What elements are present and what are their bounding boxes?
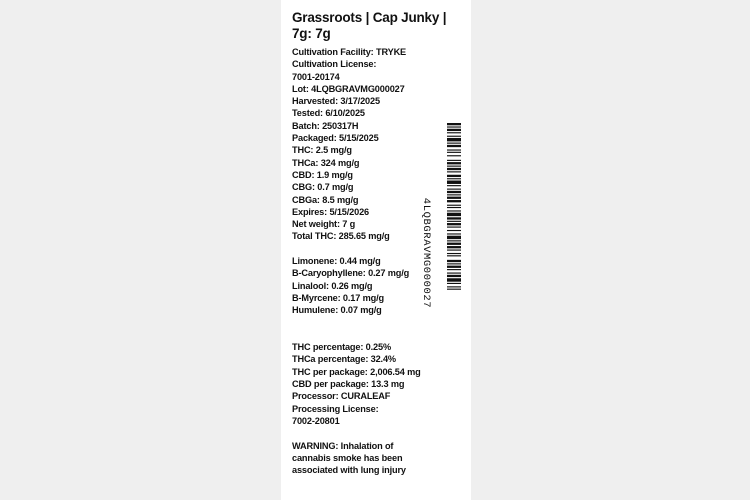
barcode-bar — [447, 126, 461, 127]
barcode-bar — [447, 197, 461, 199]
barcode-bar — [447, 149, 461, 150]
barcode-bar — [447, 260, 461, 262]
barcode-bar — [447, 266, 461, 268]
barcode-bar — [447, 240, 461, 241]
terpene-limonene: Limonene: 0.44 mg/g — [292, 256, 381, 267]
barcode-bar — [447, 236, 461, 239]
lot-number: Lot: 4LQBGRAVMG000027 — [292, 83, 405, 94]
barcode-bar — [447, 223, 461, 225]
barcode-bar — [447, 205, 461, 206]
barcode-bar — [447, 286, 461, 287]
barcode-bar — [447, 129, 461, 131]
barcode-bar — [447, 289, 461, 290]
cbd-value: CBD: 1.9 mg/g — [292, 169, 353, 180]
barcode-bar — [447, 175, 461, 177]
thca-percentage: THCa percentage: 32.4% — [292, 354, 396, 365]
packaged-date: Packaged: 5/15/2025 — [292, 133, 379, 144]
barcode-bar — [447, 145, 461, 147]
batch-number: Batch: 250317H — [292, 120, 359, 131]
barcode-bar — [447, 136, 461, 137]
barcode-bar — [447, 194, 461, 195]
barcode-bar — [447, 200, 461, 202]
barcode-bar — [447, 181, 461, 184]
barcode-bar — [447, 233, 461, 234]
barcode-number-text: 4LQBGRAVMG000027 — [420, 197, 432, 309]
terpene-myrcene: B-Myrcene: 0.17 mg/g — [292, 292, 384, 303]
cbg-value: CBG: 0.7 mg/g — [292, 182, 354, 193]
spacer — [292, 427, 442, 439]
cultivation-license-number: 7001-20174 — [292, 71, 340, 82]
cultivation-facility: Cultivation Facility: TRYKE — [292, 47, 407, 57]
processing-license-label: Processing License: — [292, 403, 379, 414]
barcode-bar — [447, 255, 461, 256]
barcode-bar — [447, 283, 461, 284]
barcode-bar — [447, 123, 461, 125]
cbd-per-package: CBD per package: 13.3 mg — [292, 379, 405, 390]
terpene-humulene: Humulene: 0.07 mg/g — [292, 305, 382, 316]
barcode-bar — [447, 230, 461, 231]
label-title: Grassroots | Cap Junky | 7g: 7g — [292, 10, 447, 41]
barcode-bar — [447, 210, 461, 211]
barcode-bar — [447, 243, 461, 245]
barcode — [447, 123, 461, 383]
barcode-bar — [447, 275, 461, 277]
barcode-bar — [447, 191, 461, 193]
barcode-bar — [447, 273, 461, 274]
thc-percentage: THC percentage: 0.25% — [292, 342, 391, 353]
barcode-bar — [447, 143, 461, 144]
barcode-bar — [447, 178, 461, 179]
warning-line-3: associated with lung injury — [292, 465, 406, 476]
barcode-bar — [447, 227, 461, 228]
processor: Processor: CURALEAF — [292, 391, 391, 402]
thca-value: THCa: 324 mg/g — [292, 157, 360, 168]
barcode-bar — [447, 162, 461, 164]
cbga-value: CBGa: 8.5 mg/g — [292, 194, 359, 205]
barcode-bar — [447, 185, 461, 186]
barcode-bar — [447, 152, 461, 153]
barcode-bar — [447, 221, 461, 222]
thc-value: THC: 2.5 mg/g — [292, 145, 352, 156]
cultivation-license-label: Cultivation License: — [292, 59, 377, 70]
net-weight: Net weight: 7 g — [292, 219, 356, 230]
thc-per-package: THC per package: 2,006.54 mg — [292, 366, 421, 377]
barcode-bar — [447, 213, 461, 216]
barcode-bar — [447, 207, 461, 208]
barcode-bar — [447, 171, 461, 172]
barcode-bar — [447, 189, 461, 190]
tested-date: Tested: 6/10/2025 — [292, 108, 365, 119]
barcode-bar — [447, 269, 461, 270]
barcode-bar — [447, 253, 461, 254]
barcode-bar — [447, 278, 461, 281]
barcode-bar — [447, 250, 461, 251]
barcode-bar — [447, 217, 461, 219]
barcode-bar — [447, 168, 461, 170]
barcode-bar — [447, 160, 461, 161]
processing-license-number: 7002-20801 — [292, 415, 340, 426]
barcode-bar — [447, 132, 461, 133]
spacer — [292, 317, 442, 342]
barcode-bar — [447, 246, 461, 248]
expires-date: Expires: 5/15/2026 — [292, 206, 369, 217]
terpene-linalool: Linalool: 0.26 mg/g — [292, 280, 373, 291]
barcode-bar — [447, 138, 461, 141]
warning-line-1: WARNING: Inhalation of — [292, 440, 394, 451]
barcode-bar — [447, 263, 461, 264]
terpene-caryophyllene: B-Caryophyllene: 0.27 mg/g — [292, 268, 410, 279]
harvested-date: Harvested: 3/17/2025 — [292, 96, 380, 107]
product-label — [281, 0, 471, 500]
warning-line-2: cannabis smoke has been — [292, 452, 403, 463]
total-thc: Total THC: 285.65 mg/g — [292, 231, 390, 242]
barcode-bar — [447, 155, 461, 156]
barcode-bar — [447, 166, 461, 167]
